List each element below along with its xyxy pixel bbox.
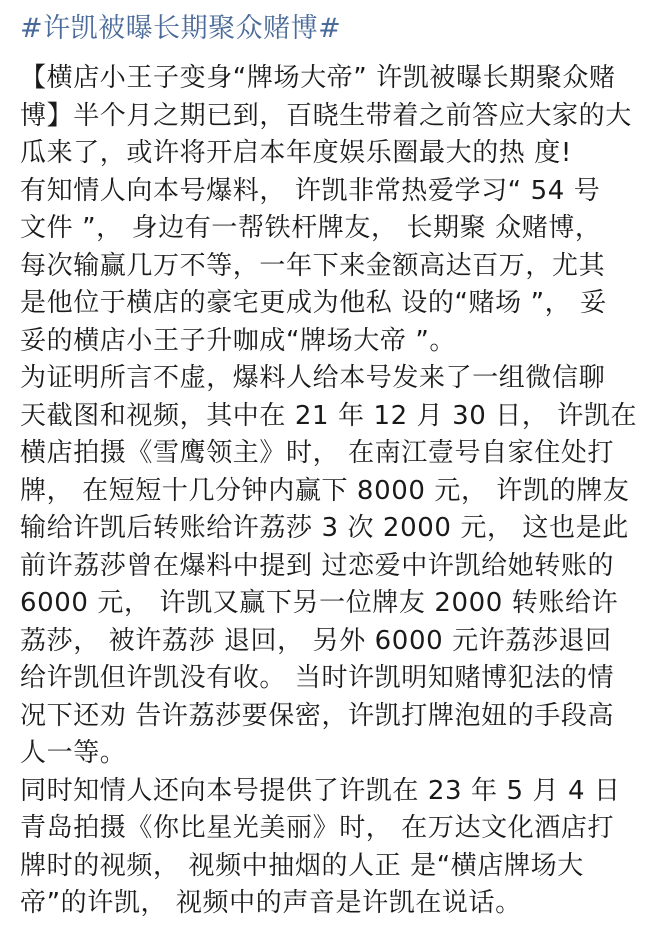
paragraph-tipoff: 有知情人向本号爆料， 许凯非常热爱学习“ 54 号 文件 ”， 身边有一帮铁杆牌友， 长期聚 众赌博， 每次输赢几万不等，一年下来金额高达百万，尤其 是他位于横店的豪宅更成为他私 设的“赌场 ”， 妥 妥的横店小王子升咖成“牌场大帝 ”。 (20, 175, 607, 356)
paragraph-intro: 【横店小王子变身“牌场大帝” 许凯被曝长期聚众赌 博】半个月之期已到，百晓生带着之前答应大家的大 瓜来了，或许将开启本年度娱乐圈最大的热 度! (20, 63, 632, 168)
hashtag-link[interactable]: #许凯被曝长期聚众赌博# (20, 13, 342, 44)
paragraph-video: 同时知情人还向本号提供了许凯在 23 年 5 月 4 日 青岛拍摄《你比星光美丽》时， 在万达文化酒店打 牌时的视频， 视频中抽烟的人正 是“横店牌场大 帝”的许凯， 视频中的声音是许凯在说话。 (20, 775, 621, 918)
paragraph-evidence: 为证明所言不虚，爆料人给本号发来了一组微信聊 天截图和视频，其中在 21 年 12 月 30 日， 许凯在 横店拍摄《雪鹰领主》时， 在南江壹号自家住处打 牌， 在短短十几分钟内赢下 8000 元， 许凯的牌友 输给许凯后转账给许荔莎 3 次 2000 元， 这也是此 前许荔莎曾在爆料中提到 过恋爱中许凯给她转账的 6000 元， 许凯又赢下另一位牌友 2000 转账给许 荔莎， 被许荔莎 退回， 另外 6000 元许荔莎退回 给许凯但许凯没有收。 当时许凯明知赌博犯法的情 况下还劝 告许荔莎要保密，许凯打牌泡妞的手段高 人一等。 (20, 363, 638, 768)
post-body (20, 60, 646, 923)
